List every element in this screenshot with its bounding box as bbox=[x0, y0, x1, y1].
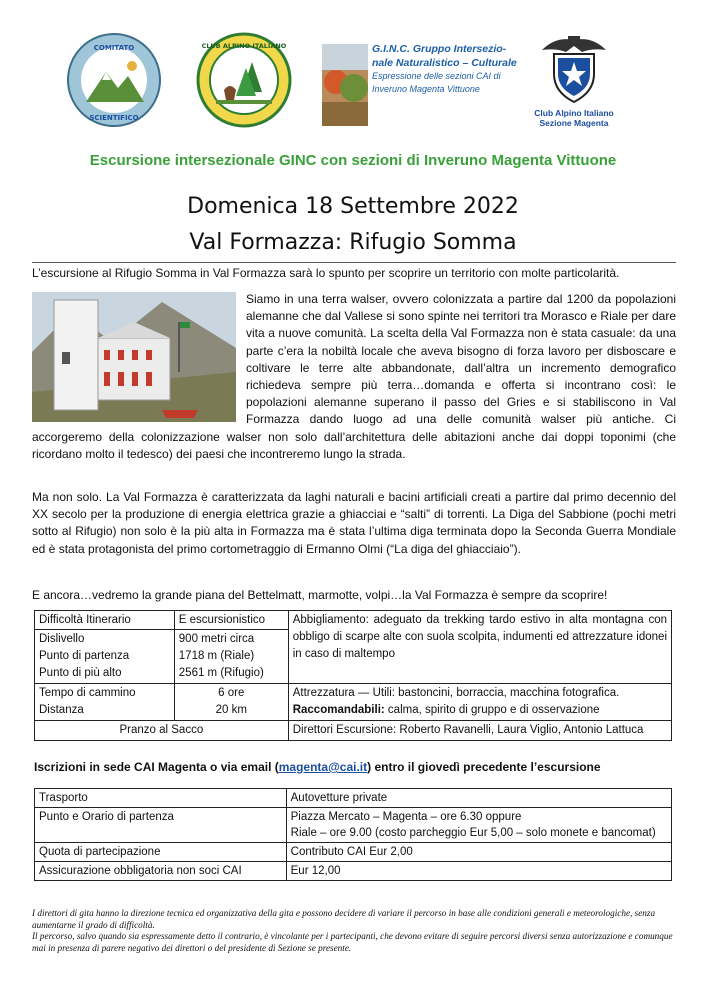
departure-value-line2: Riale – ore 9.00 (costo parcheggio Eur 5,00 – solo monete e bancomat) bbox=[290, 827, 656, 839]
lunch-text: Pranzo al Sacco bbox=[119, 724, 204, 736]
itinerary-labels bbox=[39, 612, 131, 628]
clothing-text: Abbigliamento: adeguato da trekking tardo estivo in alta montagna con obbligo di scarpe alte con suola scolpita, indumenti ed attrezzature idonei in caso di maltempo bbox=[292, 614, 667, 660]
itinerary-table bbox=[34, 610, 672, 741]
title-divider bbox=[32, 262, 676, 263]
highest-value: 2561 m (Rifugio) bbox=[178, 667, 264, 679]
fee-label: Quota di partecipazione bbox=[35, 843, 287, 862]
comitato-scientifico-logo bbox=[66, 32, 162, 128]
transport-value: Autovetture private bbox=[286, 789, 671, 808]
cai-caption: Club Alpino Italiano Sezione Magenta bbox=[534, 108, 614, 128]
svg-text:COMITATO: COMITATO bbox=[93, 44, 135, 52]
table-row bbox=[35, 789, 672, 808]
table-row bbox=[174, 611, 288, 630]
ginc-subtitle: Espressione delle sezioni CAI di Inveruno Magenta Vittuone bbox=[372, 71, 501, 94]
departure-value bbox=[286, 808, 671, 843]
directors-text: Direttori Escursione: Roberto Ravanelli, Laura Viglio, Antonio Lattuca bbox=[292, 724, 644, 736]
equipment-text: Attrezzatura — Utili: bastoncini, borraccia, macchina fotografica. bbox=[292, 687, 620, 699]
svg-text:SCIENTIFICO: SCIENTIFICO bbox=[89, 114, 139, 122]
distance-label: Distanza bbox=[39, 704, 84, 716]
walking-time-value: 6 ore bbox=[218, 687, 245, 699]
ginc-photo bbox=[322, 44, 368, 126]
walking-time-label: Tempo di cammino bbox=[39, 687, 136, 699]
ginc-title: G.I.N.C. Gruppo Intersezio- nale Naturalistico – Culturale bbox=[372, 43, 517, 69]
table-row bbox=[35, 843, 672, 862]
walser-paragraph bbox=[32, 291, 676, 463]
footer-note-directors: I direttori di gita hanno la direzione tecnica ed organizzativa della gita e possono decidere di variare il percorso in base alle condizioni generali e meteorologiche, senza aumentarne il grado di difficoltà. bbox=[32, 908, 656, 930]
start-value: 1718 m (Riale) bbox=[178, 650, 255, 662]
table-row bbox=[35, 862, 672, 881]
departure-label: Punto e Orario di partenza bbox=[35, 808, 287, 843]
ginc-description bbox=[372, 42, 520, 96]
table-row bbox=[35, 721, 289, 741]
departure-value-line1: Piazza Mercato – Magenta – ore 6.30 oppure bbox=[290, 811, 522, 823]
table-row bbox=[35, 808, 672, 843]
transport-table bbox=[34, 788, 672, 881]
table-row bbox=[174, 684, 288, 721]
table-row bbox=[35, 630, 175, 684]
registration-text-after: ) entro il giovedì precedente l’escursione bbox=[367, 760, 601, 774]
lakes-paragraph: Ma non solo. La Val Formazza è caratterizzata da laghi naturali e bacini artificiali creati a partire dal primo decennio del XX secolo per la produzione di energia elettrica grazie a ghiacciai e “salti” di torrenti. La Diga del Sabbione (pochi metri sotto al Rifugio) non solo è la più alta in Formazza ma è stata l’ultima diga terminata dopo la Seconda Guerra Mondiale ed è stata protagonista del primo cortometraggio di Ermanno Olmi (“La diga del ghiacciaio”). bbox=[32, 490, 676, 556]
insurance-label: Assicurazione obbligatoria non soci CAI bbox=[35, 862, 287, 881]
email-link[interactable]: magenta@cai.it bbox=[278, 760, 368, 774]
recommended-value: calma, spirito di gruppo e di osservazione bbox=[384, 704, 600, 716]
registration-text-before: Iscrizioni in sede CAI Magenta o via email ( bbox=[34, 760, 279, 774]
recommended-label: Raccomandabili: bbox=[292, 704, 385, 716]
closing-paragraph: E ancora…vedremo la grande piana del Bettelmatt, marmotte, volpi…la Val Formazza è sempre da scoprire! bbox=[32, 588, 608, 602]
recommended-line bbox=[293, 702, 667, 719]
directors-cell bbox=[288, 721, 671, 741]
rifugio-photo bbox=[32, 292, 236, 422]
insurance-value: Eur 12,00 bbox=[286, 862, 671, 881]
table-row bbox=[174, 630, 288, 684]
elevation-label: Dislivello bbox=[39, 633, 85, 645]
event-subtitle: Escursione intersezionale GINC con sezioni di Inveruno Magenta Vittuone bbox=[89, 152, 617, 169]
elevation-value: 900 metri circa bbox=[178, 633, 255, 645]
difficulty-label: Difficoltà Itinerario bbox=[39, 614, 131, 626]
event-date: Domenica 18 Settembre 2022 bbox=[187, 194, 519, 219]
intro-paragraph: L’escursione al Rifugio Somma in Val Formazza sarà lo spunto per scoprire un territorio con molte particolarità. bbox=[32, 266, 620, 280]
equipment-cell bbox=[288, 684, 671, 721]
transport-label: Trasporto bbox=[35, 789, 287, 808]
registration-line bbox=[34, 760, 674, 774]
footer-notes bbox=[32, 908, 678, 954]
highest-label: Punto di più alto bbox=[39, 667, 122, 679]
svg-text:CLUB ALPINO ITALIANO: CLUB ALPINO ITALIANO bbox=[201, 42, 287, 50]
difficulty-value: E escursionistico bbox=[178, 614, 266, 626]
operatore-naturalistico-logo bbox=[196, 32, 292, 128]
fee-value: Contributo CAI Eur 2,00 bbox=[286, 843, 671, 862]
table-row bbox=[35, 684, 175, 721]
clothing-cell bbox=[288, 611, 671, 684]
event-destination: Val Formazza: Rifugio Somma bbox=[189, 230, 517, 255]
footer-note-route: Il percorso, salvo quando sia espressamente detto il contrario, è vincolante per i partecipanti, che devono evitare di seguire percorsi diversi senza autorizzazione e comunque mai in presenza di parere negativo dei direttori o del presidente di Sezione se presente. bbox=[32, 931, 673, 953]
distance-value: 20 km bbox=[215, 704, 247, 716]
walser-paragraph-text: Siamo in una terra walser, ovvero colonizzata a partire dal 1200 da popolazioni alemanne che dal Vallese si sono spinte nei territori tra Morasco e Riale per dare vita a nuove comunità. La scelta della Val Formazza non è stata casuale: da una parte c’era la nobiltà locale che aveva bisogno di forza lavoro per disboscare e coltivare le terre alte abbandonate, dall’altra un incremento demografico richiedeva sempre più terra…domanda e offerta si incontrano così: le popolazioni alemanne superano il passo del Gries e si stabiliscono in Val Formazza dando luogo ad una delle comunità walser più antiche. Ci accorgeremo della colonizzazione walser non solo dall’architettura delle abitazioni anche dai doppi toponimi (che ricordano molto il tedesco) dei paesi che incontreremo lungo la strada. bbox=[32, 292, 676, 461]
cai-emblem bbox=[532, 30, 616, 106]
table-row bbox=[35, 611, 175, 630]
start-label: Punto di partenza bbox=[39, 650, 130, 662]
